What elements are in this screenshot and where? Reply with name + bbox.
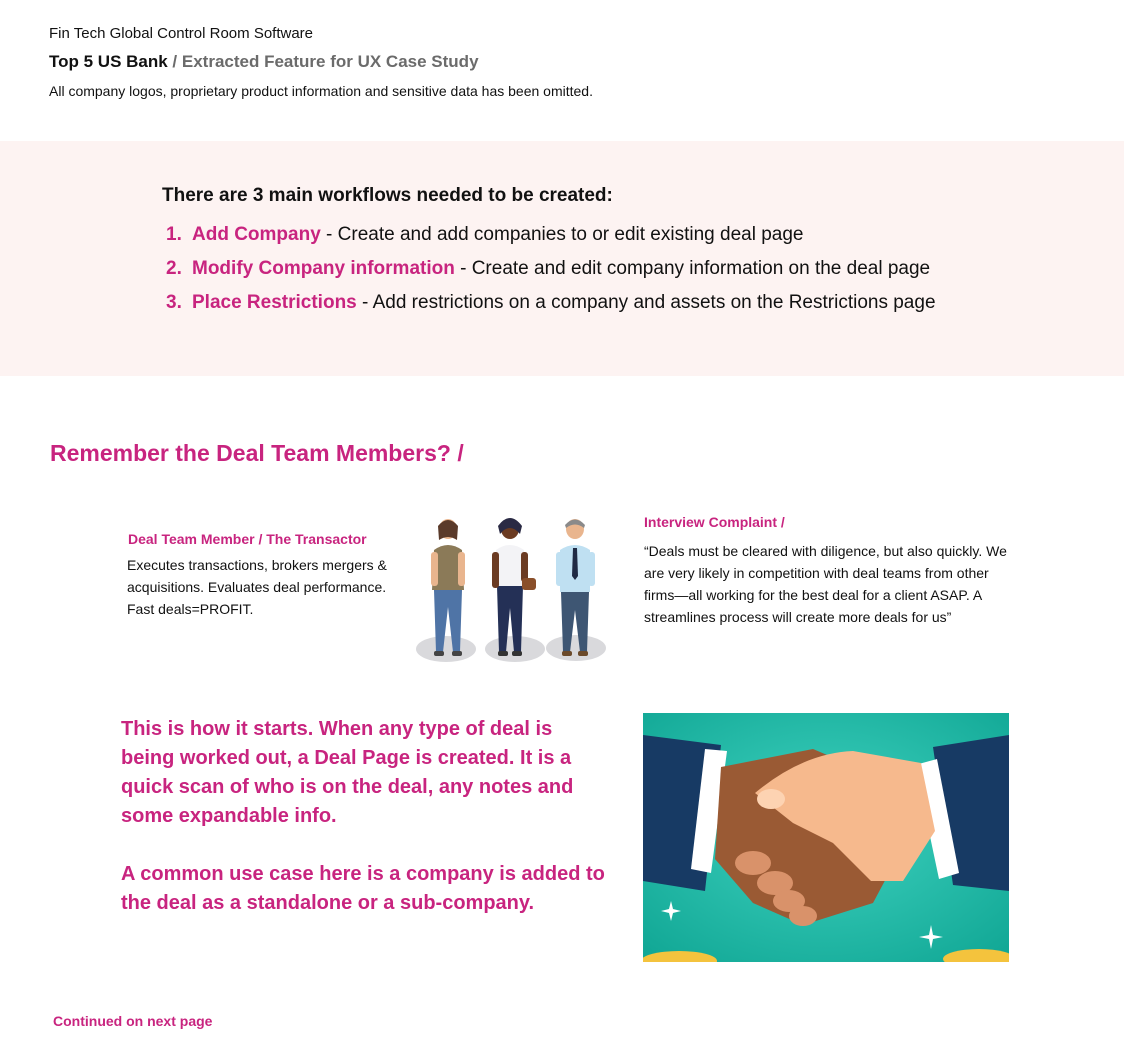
workflow-name: Modify Company information: [192, 258, 455, 279]
member-description: Executes transactions, brokers mergers & acquisitions. Evaluates deal performance. Fast deals=PROFIT.: [127, 557, 387, 617]
workflow-number: 3.: [166, 292, 182, 313]
workflow-desc: - Create and add companies to or edit existing deal page: [320, 224, 804, 245]
complaint-quote: “Deals must be cleared with diligence, but also quickly. We are very likely in competition with deal teams from other firms—all working for the best deal for a client ASAP. A streamlines process will create more deals for us”: [644, 543, 1007, 625]
section-title: Remember the Deal Team Members? /: [50, 440, 464, 466]
person-icon: [431, 519, 465, 656]
workflows-heading: There are 3 main workflows needed to be created:: [162, 185, 613, 206]
workflow-number: 2.: [166, 258, 182, 279]
workflow-number: 1.: [166, 224, 182, 245]
workflow-desc: - Create and edit company information on the deal page: [454, 258, 931, 279]
disclaimer: All company logos, proprietary product information and sensitive data has been omitted.: [49, 83, 593, 99]
continued-note: Continued on next page: [53, 1013, 213, 1029]
workflow-desc: - Add restrictions on a company and assets on the Restrictions page: [356, 292, 936, 313]
member-title: Deal Team Member / The Transactor: [128, 531, 367, 547]
client-name: Top 5 US Bank: [49, 52, 168, 71]
person-icon: [492, 518, 536, 656]
use-case-paragraph: A common use case here is a company is added to the deal as a standalone or a sub-company.: [121, 863, 605, 914]
workflow-item: [166, 286, 936, 320]
case-study-title: [49, 52, 479, 72]
workflows-list: [166, 218, 936, 320]
app-title: Fin Tech Global Control Room Software: [49, 25, 314, 42]
workflow-item: [166, 218, 936, 252]
deal-page-intro: [121, 715, 611, 918]
complaint-title: Interview Complaint /: [644, 514, 785, 530]
workflow-item: [166, 252, 936, 286]
workflow-name: Place Restrictions: [192, 292, 357, 313]
case-study-subtitle: / Extracted Feature for UX Case Study: [167, 52, 479, 71]
handshake-illustration: [643, 713, 1009, 962]
deal-team-illustration: [410, 512, 615, 668]
workflow-name: Add Company: [192, 224, 321, 245]
intro-paragraph: This is how it starts. When any type of deal is being worked out, a Deal Page is created. It is a quick scan of who is on the deal, any notes and some expandable info.: [121, 718, 574, 827]
